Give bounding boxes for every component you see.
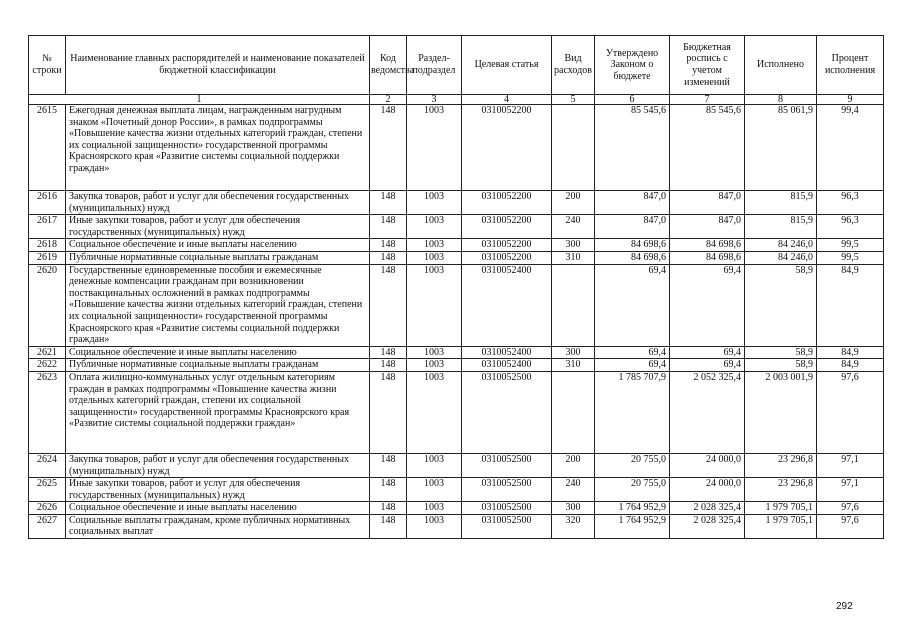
column-number: 8 bbox=[745, 95, 817, 105]
row-target: 0310052500 bbox=[462, 453, 552, 477]
row-section: 1003 bbox=[407, 251, 462, 264]
row-section: 1003 bbox=[407, 478, 462, 502]
row-dept-code: 148 bbox=[370, 346, 407, 359]
row-dept-code: 148 bbox=[370, 191, 407, 215]
row-exp-type bbox=[552, 105, 595, 191]
row-name: Иные закупки товаров, работ и услуг для обеспечения государственных (муниципальных) нужд bbox=[66, 478, 370, 502]
row-exp-type: 240 bbox=[552, 478, 595, 502]
row-exp-type: 310 bbox=[552, 251, 595, 264]
row-number: 2619 bbox=[29, 251, 66, 264]
row-exp-type bbox=[552, 264, 595, 346]
row-target: 0310052400 bbox=[462, 264, 552, 346]
header-schedule: Бюджетная роспись с учетом изменений bbox=[670, 36, 745, 95]
row-section: 1003 bbox=[407, 215, 462, 239]
row-name: Ежегодная денежная выплата лицам, награжденным нагрудным знаком «Почетный донор России», в рамках подпрограммы «Повышение качества жизни отдельных категорий граждан, степени их социальной защищенности» государственной программы Красноярского края «Развитие системы социальной поддержки граждан» bbox=[66, 105, 370, 191]
row-executed: 58,9 bbox=[745, 346, 817, 359]
row-dept-code: 148 bbox=[370, 371, 407, 453]
table-row bbox=[29, 264, 884, 346]
row-name: Социальное обеспечение и иные выплаты населению bbox=[66, 346, 370, 359]
row-dept-code: 148 bbox=[370, 239, 407, 252]
row-number: 2625 bbox=[29, 478, 66, 502]
row-schedule: 24 000,0 bbox=[670, 478, 745, 502]
row-schedule: 69,4 bbox=[670, 359, 745, 372]
row-section: 1003 bbox=[407, 371, 462, 453]
row-section: 1003 bbox=[407, 105, 462, 191]
row-target: 0310052400 bbox=[462, 359, 552, 372]
row-section: 1003 bbox=[407, 264, 462, 346]
row-percent: 84,9 bbox=[817, 264, 884, 346]
row-percent: 97,6 bbox=[817, 514, 884, 538]
table-row bbox=[29, 239, 884, 252]
row-target: 0310052200 bbox=[462, 191, 552, 215]
row-executed: 815,9 bbox=[745, 215, 817, 239]
row-executed: 2 003 001,9 bbox=[745, 371, 817, 453]
row-target: 0310052500 bbox=[462, 371, 552, 453]
row-section: 1003 bbox=[407, 359, 462, 372]
table-row bbox=[29, 346, 884, 359]
row-schedule: 847,0 bbox=[670, 191, 745, 215]
row-exp-type: 320 bbox=[552, 514, 595, 538]
column-number: 4 bbox=[462, 95, 552, 105]
row-number: 2623 bbox=[29, 371, 66, 453]
row-approved: 84 698,6 bbox=[595, 239, 670, 252]
row-percent: 97,6 bbox=[817, 371, 884, 453]
column-number: 3 bbox=[407, 95, 462, 105]
row-schedule: 2 028 325,4 bbox=[670, 514, 745, 538]
row-name: Социальные выплаты гражданам, кроме публичных нормативных социальных выплат bbox=[66, 514, 370, 538]
table-row bbox=[29, 502, 884, 515]
row-section: 1003 bbox=[407, 191, 462, 215]
row-executed: 84 246,0 bbox=[745, 239, 817, 252]
table-header-row bbox=[29, 36, 884, 95]
row-dept-code: 148 bbox=[370, 502, 407, 515]
table-row bbox=[29, 251, 884, 264]
header-row-no: № строки bbox=[29, 36, 66, 95]
row-name: Закупка товаров, работ и услуг для обеспечения государственных (муниципальных) нужд bbox=[66, 191, 370, 215]
row-dept-code: 148 bbox=[370, 251, 407, 264]
row-target: 0310052200 bbox=[462, 215, 552, 239]
row-exp-type: 300 bbox=[552, 346, 595, 359]
row-percent: 96,3 bbox=[817, 191, 884, 215]
row-name: Социальное обеспечение и иные выплаты населению bbox=[66, 502, 370, 515]
row-name: Оплата жилищно-коммунальных услуг отдельным категориям граждан в рамках подпрограммы «Повышение качества жизни отдельных категорий граждан, степени их социальной защищенности» государственной программы Красноярского края «Развитие системы социальной поддержки граждан» bbox=[66, 371, 370, 453]
row-approved: 20 755,0 bbox=[595, 453, 670, 477]
row-schedule: 2 028 325,4 bbox=[670, 502, 745, 515]
row-name: Публичные нормативные социальные выплаты гражданам bbox=[66, 251, 370, 264]
row-approved: 20 755,0 bbox=[595, 478, 670, 502]
row-percent: 99,5 bbox=[817, 239, 884, 252]
table-row bbox=[29, 359, 884, 372]
row-approved: 69,4 bbox=[595, 346, 670, 359]
header-executed: Исполнено bbox=[745, 36, 817, 95]
row-approved: 847,0 bbox=[595, 215, 670, 239]
row-exp-type bbox=[552, 371, 595, 453]
table-row bbox=[29, 478, 884, 502]
header-target: Целевая статья bbox=[462, 36, 552, 95]
row-schedule: 84 698,6 bbox=[670, 251, 745, 264]
row-number: 2617 bbox=[29, 215, 66, 239]
table-row bbox=[29, 105, 884, 191]
row-schedule: 69,4 bbox=[670, 346, 745, 359]
row-executed: 23 296,8 bbox=[745, 478, 817, 502]
row-section: 1003 bbox=[407, 514, 462, 538]
row-number: 2616 bbox=[29, 191, 66, 215]
row-approved: 69,4 bbox=[595, 264, 670, 346]
row-number: 2621 bbox=[29, 346, 66, 359]
column-number: 9 bbox=[817, 95, 884, 105]
column-number: 6 bbox=[595, 95, 670, 105]
row-executed: 1 979 705,1 bbox=[745, 502, 817, 515]
column-number: 5 bbox=[552, 95, 595, 105]
row-approved: 84 698,6 bbox=[595, 251, 670, 264]
row-number: 2620 bbox=[29, 264, 66, 346]
row-approved: 1 785 707,9 bbox=[595, 371, 670, 453]
row-dept-code: 148 bbox=[370, 215, 407, 239]
row-name: Иные закупки товаров, работ и услуг для обеспечения государственных (муниципальных) нужд bbox=[66, 215, 370, 239]
budget-table bbox=[28, 35, 884, 539]
row-target: 0310052200 bbox=[462, 239, 552, 252]
row-executed: 84 246,0 bbox=[745, 251, 817, 264]
row-number: 2622 bbox=[29, 359, 66, 372]
row-schedule: 2 052 325,4 bbox=[670, 371, 745, 453]
column-number: 2 bbox=[370, 95, 407, 105]
row-schedule: 84 698,6 bbox=[670, 239, 745, 252]
row-schedule: 24 000,0 bbox=[670, 453, 745, 477]
row-executed: 58,9 bbox=[745, 264, 817, 346]
row-approved: 85 545,6 bbox=[595, 105, 670, 191]
row-number: 2626 bbox=[29, 502, 66, 515]
header-percent: Процент исполнения bbox=[817, 36, 884, 95]
row-dept-code: 148 bbox=[370, 514, 407, 538]
row-dept-code: 148 bbox=[370, 264, 407, 346]
row-percent: 97,6 bbox=[817, 502, 884, 515]
row-executed: 815,9 bbox=[745, 191, 817, 215]
table-row bbox=[29, 371, 884, 453]
header-name: Наименование главных распорядителей и наименование показателей бюджетной классификации bbox=[66, 36, 370, 95]
row-dept-code: 148 bbox=[370, 453, 407, 477]
row-exp-type: 200 bbox=[552, 453, 595, 477]
row-schedule: 847,0 bbox=[670, 215, 745, 239]
row-dept-code: 148 bbox=[370, 359, 407, 372]
column-number: 1 bbox=[29, 95, 370, 105]
header-dept-code: Код ведомства bbox=[370, 36, 407, 95]
row-schedule: 69,4 bbox=[670, 264, 745, 346]
row-approved: 1 764 952,9 bbox=[595, 514, 670, 538]
row-name: Государственные единовременные пособия и ежемесячные денежные компенсации гражданам при возникновении поствакцинальных осложнений в рамках подпрограммы «Повышение качества жизни отдельных категорий граждан, степени их социальной защищенности» государственной программы Красноярского края «Развитие системы социальной поддержки граждан» bbox=[66, 264, 370, 346]
row-dept-code: 148 bbox=[370, 105, 407, 191]
row-executed: 23 296,8 bbox=[745, 453, 817, 477]
row-target: 0310052200 bbox=[462, 251, 552, 264]
row-number: 2618 bbox=[29, 239, 66, 252]
row-exp-type: 300 bbox=[552, 502, 595, 515]
row-percent: 97,1 bbox=[817, 478, 884, 502]
row-executed: 85 061,9 bbox=[745, 105, 817, 191]
row-name: Социальное обеспечение и иные выплаты населению bbox=[66, 239, 370, 252]
header-exp-type: Вид расходов bbox=[552, 36, 595, 95]
row-exp-type: 200 bbox=[552, 191, 595, 215]
row-name: Закупка товаров, работ и услуг для обеспечения государственных (муниципальных) нужд bbox=[66, 453, 370, 477]
row-percent: 99,5 bbox=[817, 251, 884, 264]
row-number: 2624 bbox=[29, 453, 66, 477]
row-exp-type: 310 bbox=[552, 359, 595, 372]
row-section: 1003 bbox=[407, 502, 462, 515]
row-exp-type: 300 bbox=[552, 239, 595, 252]
row-percent: 96,3 bbox=[817, 215, 884, 239]
row-section: 1003 bbox=[407, 453, 462, 477]
row-target: 0310052200 bbox=[462, 105, 552, 191]
row-approved: 1 764 952,9 bbox=[595, 502, 670, 515]
row-section: 1003 bbox=[407, 346, 462, 359]
row-number: 2627 bbox=[29, 514, 66, 538]
table-row bbox=[29, 514, 884, 538]
column-number-row bbox=[29, 95, 884, 105]
row-percent: 97,1 bbox=[817, 453, 884, 477]
row-executed: 58,9 bbox=[745, 359, 817, 372]
row-percent: 84,9 bbox=[817, 359, 884, 372]
row-approved: 69,4 bbox=[595, 359, 670, 372]
row-target: 0310052500 bbox=[462, 478, 552, 502]
row-approved: 847,0 bbox=[595, 191, 670, 215]
page-number: 292 bbox=[836, 601, 853, 612]
table-row bbox=[29, 453, 884, 477]
row-dept-code: 148 bbox=[370, 478, 407, 502]
row-percent: 99,4 bbox=[817, 105, 884, 191]
table-row bbox=[29, 191, 884, 215]
row-section: 1003 bbox=[407, 239, 462, 252]
row-exp-type: 240 bbox=[552, 215, 595, 239]
row-schedule: 85 545,6 bbox=[670, 105, 745, 191]
row-target: 0310052500 bbox=[462, 514, 552, 538]
header-approved: Утверждено Законом о бюджете bbox=[595, 36, 670, 95]
row-name: Публичные нормативные социальные выплаты гражданам bbox=[66, 359, 370, 372]
row-executed: 1 979 705,1 bbox=[745, 514, 817, 538]
row-percent: 84,9 bbox=[817, 346, 884, 359]
row-target: 0310052500 bbox=[462, 502, 552, 515]
table-row bbox=[29, 215, 884, 239]
row-number: 2615 bbox=[29, 105, 66, 191]
column-number: 7 bbox=[670, 95, 745, 105]
header-section: Раздел-подраздел bbox=[407, 36, 462, 95]
row-target: 0310052400 bbox=[462, 346, 552, 359]
